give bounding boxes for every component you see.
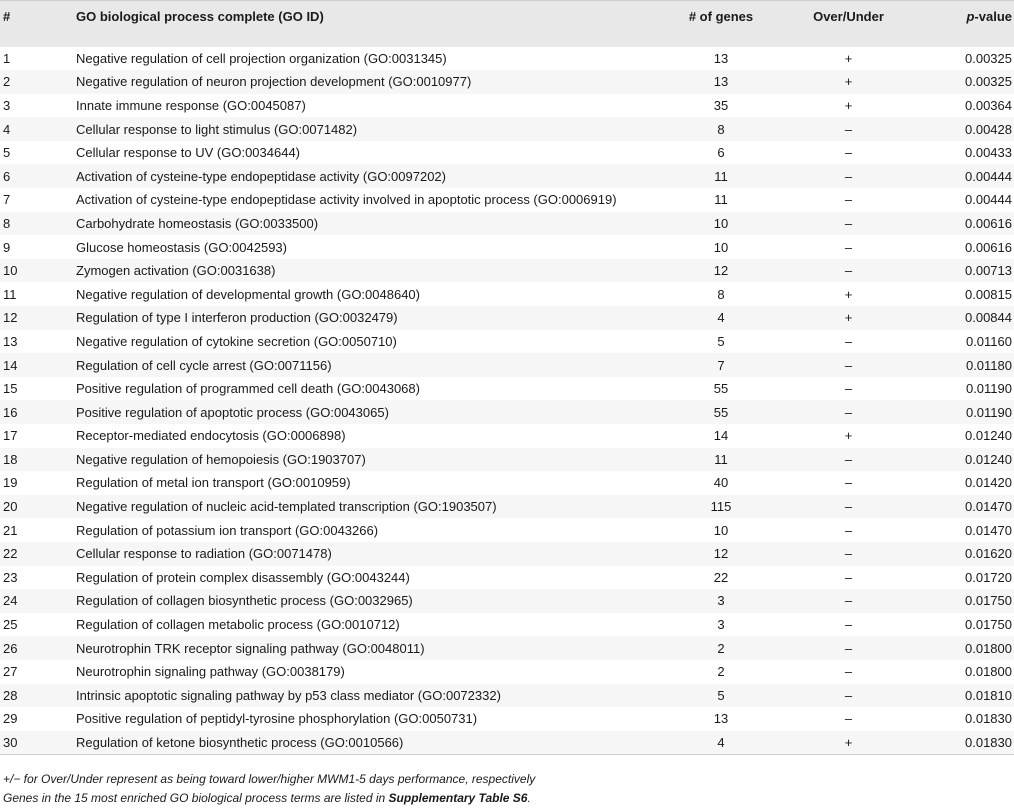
cell-go-term: Negative regulation of neuron projection development (GO:0010977) bbox=[76, 70, 666, 94]
cell-go-term: Innate immune response (GO:0045087) bbox=[76, 94, 666, 118]
header-p-italic: p bbox=[966, 9, 975, 24]
cell-over-under: – bbox=[776, 542, 921, 566]
cell-over-under: – bbox=[776, 518, 921, 542]
cell-gene-count: 10 bbox=[666, 235, 776, 259]
cell-gene-count: 13 bbox=[666, 47, 776, 71]
table-body bbox=[0, 47, 1014, 755]
cell-rank: 17 bbox=[0, 424, 76, 448]
cell-p-value: 0.01830 bbox=[921, 707, 1014, 731]
cell-gene-count: 7 bbox=[666, 353, 776, 377]
cell-p-value: 0.01180 bbox=[921, 353, 1014, 377]
cell-rank: 18 bbox=[0, 448, 76, 472]
cell-over-under: – bbox=[776, 707, 921, 731]
cell-go-term: Zymogen activation (GO:0031638) bbox=[76, 259, 666, 283]
cell-go-term: Regulation of metal ion transport (GO:0010959) bbox=[76, 471, 666, 495]
cell-gene-count: 2 bbox=[666, 636, 776, 660]
cell-gene-count: 13 bbox=[666, 707, 776, 731]
cell-over-under: + bbox=[776, 70, 921, 94]
cell-over-under: – bbox=[776, 613, 921, 637]
table-row bbox=[0, 589, 1014, 613]
cell-rank: 6 bbox=[0, 164, 76, 188]
cell-over-under: – bbox=[776, 471, 921, 495]
cell-gene-count: 2 bbox=[666, 660, 776, 684]
cell-go-term: Negative regulation of cytokine secretion (GO:0050710) bbox=[76, 330, 666, 354]
cell-p-value: 0.01420 bbox=[921, 471, 1014, 495]
cell-rank: 4 bbox=[0, 117, 76, 141]
table-row bbox=[0, 636, 1014, 660]
cell-p-value: 0.00616 bbox=[921, 235, 1014, 259]
cell-go-term: Cellular response to UV (GO:0034644) bbox=[76, 141, 666, 165]
footnote-supplementary-text: Genes in the 15 most enriched GO biological process terms are listed in bbox=[3, 790, 389, 805]
cell-p-value: 0.01750 bbox=[921, 613, 1014, 637]
cell-gene-count: 8 bbox=[666, 282, 776, 306]
cell-p-value: 0.00844 bbox=[921, 306, 1014, 330]
cell-p-value: 0.00364 bbox=[921, 94, 1014, 118]
cell-p-value: 0.00815 bbox=[921, 282, 1014, 306]
cell-gene-count: 55 bbox=[666, 400, 776, 424]
cell-go-term: Regulation of collagen metabolic process (GO:0010712) bbox=[76, 613, 666, 637]
cell-p-value: 0.01190 bbox=[921, 400, 1014, 424]
cell-p-value: 0.01470 bbox=[921, 518, 1014, 542]
table-row bbox=[0, 495, 1014, 519]
cell-gene-count: 5 bbox=[666, 330, 776, 354]
cell-go-term: Regulation of cell cycle arrest (GO:0071156) bbox=[76, 353, 666, 377]
cell-rank: 3 bbox=[0, 94, 76, 118]
cell-gene-count: 115 bbox=[666, 495, 776, 519]
cell-go-term: Neurotrophin signaling pathway (GO:0038179) bbox=[76, 660, 666, 684]
cell-gene-count: 10 bbox=[666, 212, 776, 236]
table-row bbox=[0, 141, 1014, 165]
cell-p-value: 0.00616 bbox=[921, 212, 1014, 236]
cell-over-under: – bbox=[776, 377, 921, 401]
cell-rank: 10 bbox=[0, 259, 76, 283]
cell-gene-count: 22 bbox=[666, 566, 776, 590]
cell-over-under: – bbox=[776, 330, 921, 354]
table-row bbox=[0, 566, 1014, 590]
cell-over-under: – bbox=[776, 448, 921, 472]
cell-over-under: – bbox=[776, 259, 921, 283]
cell-go-term: Regulation of collagen biosynthetic process (GO:0032965) bbox=[76, 589, 666, 613]
cell-p-value: 0.01240 bbox=[921, 448, 1014, 472]
cell-go-term: Activation of cysteine-type endopeptidase activity (GO:0097202) bbox=[76, 164, 666, 188]
cell-gene-count: 3 bbox=[666, 589, 776, 613]
cell-go-term: Carbohydrate homeostasis (GO:0033500) bbox=[76, 212, 666, 236]
table-row bbox=[0, 377, 1014, 401]
cell-rank: 21 bbox=[0, 518, 76, 542]
cell-rank: 7 bbox=[0, 188, 76, 212]
cell-p-value: 0.00428 bbox=[921, 117, 1014, 141]
cell-p-value: 0.01800 bbox=[921, 660, 1014, 684]
cell-go-term: Activation of cysteine-type endopeptidase activity involved in apoptotic process (GO:0006919) bbox=[76, 188, 666, 212]
cell-rank: 15 bbox=[0, 377, 76, 401]
cell-gene-count: 11 bbox=[666, 188, 776, 212]
table-header bbox=[0, 1, 1014, 47]
cell-go-term: Cellular response to light stimulus (GO:0071482) bbox=[76, 117, 666, 141]
table-row bbox=[0, 282, 1014, 306]
table-footnotes bbox=[0, 770, 1014, 808]
footnote-direction: +/− for Over/Under represent as being toward lower/higher MWM1-5 days performance, respectively bbox=[3, 771, 536, 786]
cell-gene-count: 8 bbox=[666, 117, 776, 141]
cell-over-under: – bbox=[776, 235, 921, 259]
cell-rank: 11 bbox=[0, 282, 76, 306]
cell-rank: 13 bbox=[0, 330, 76, 354]
table-row bbox=[0, 188, 1014, 212]
cell-go-term: Negative regulation of nucleic acid-templated transcription (GO:1903507) bbox=[76, 495, 666, 519]
table-row bbox=[0, 353, 1014, 377]
table-row bbox=[0, 70, 1014, 94]
cell-rank: 12 bbox=[0, 306, 76, 330]
cell-p-value: 0.01190 bbox=[921, 377, 1014, 401]
table-row bbox=[0, 448, 1014, 472]
cell-over-under: + bbox=[776, 306, 921, 330]
table-row bbox=[0, 613, 1014, 637]
table-row bbox=[0, 660, 1014, 684]
cell-p-value: 0.00444 bbox=[921, 188, 1014, 212]
cell-gene-count: 10 bbox=[666, 518, 776, 542]
cell-over-under: – bbox=[776, 117, 921, 141]
cell-go-term: Negative regulation of hemopoiesis (GO:1903707) bbox=[76, 448, 666, 472]
cell-rank: 25 bbox=[0, 613, 76, 637]
table-row bbox=[0, 707, 1014, 731]
cell-rank: 27 bbox=[0, 660, 76, 684]
header-rank: # bbox=[0, 1, 76, 47]
cell-over-under: + bbox=[776, 94, 921, 118]
cell-gene-count: 5 bbox=[666, 684, 776, 708]
cell-p-value: 0.00433 bbox=[921, 141, 1014, 165]
cell-gene-count: 40 bbox=[666, 471, 776, 495]
cell-go-term: Positive regulation of peptidyl-tyrosine phosphorylation (GO:0050731) bbox=[76, 707, 666, 731]
cell-rank: 29 bbox=[0, 707, 76, 731]
cell-rank: 5 bbox=[0, 141, 76, 165]
cell-over-under: – bbox=[776, 589, 921, 613]
table-row bbox=[0, 306, 1014, 330]
cell-p-value: 0.00325 bbox=[921, 70, 1014, 94]
cell-p-value: 0.00325 bbox=[921, 47, 1014, 71]
cell-go-term: Intrinsic apoptotic signaling pathway by p53 class mediator (GO:0072332) bbox=[76, 684, 666, 708]
cell-over-under: – bbox=[776, 566, 921, 590]
table-row bbox=[0, 542, 1014, 566]
cell-gene-count: 3 bbox=[666, 613, 776, 637]
cell-over-under: – bbox=[776, 212, 921, 236]
cell-rank: 1 bbox=[0, 47, 76, 71]
cell-p-value: 0.01810 bbox=[921, 684, 1014, 708]
footnote-supplementary bbox=[3, 789, 1014, 808]
cell-gene-count: 11 bbox=[666, 448, 776, 472]
cell-p-value: 0.00444 bbox=[921, 164, 1014, 188]
table-row bbox=[0, 94, 1014, 118]
footnote-period: . bbox=[527, 790, 531, 805]
table-row bbox=[0, 212, 1014, 236]
cell-over-under: + bbox=[776, 424, 921, 448]
cell-go-term: Regulation of potassium ion transport (GO:0043266) bbox=[76, 518, 666, 542]
header-p-value bbox=[921, 1, 1014, 47]
cell-gene-count: 6 bbox=[666, 141, 776, 165]
cell-rank: 28 bbox=[0, 684, 76, 708]
cell-over-under: – bbox=[776, 141, 921, 165]
table-row bbox=[0, 235, 1014, 259]
cell-over-under: – bbox=[776, 495, 921, 519]
cell-gene-count: 12 bbox=[666, 259, 776, 283]
cell-over-under: – bbox=[776, 660, 921, 684]
cell-p-value: 0.01720 bbox=[921, 566, 1014, 590]
cell-go-term: Negative regulation of cell projection organization (GO:0031345) bbox=[76, 47, 666, 71]
cell-rank: 9 bbox=[0, 235, 76, 259]
cell-go-term: Glucose homeostasis (GO:0042593) bbox=[76, 235, 666, 259]
table-row bbox=[0, 259, 1014, 283]
cell-p-value: 0.01240 bbox=[921, 424, 1014, 448]
cell-over-under: + bbox=[776, 282, 921, 306]
supplementary-table-reference: Supplementary Table S6 bbox=[388, 790, 528, 805]
cell-go-term: Positive regulation of programmed cell death (GO:0043068) bbox=[76, 377, 666, 401]
cell-rank: 26 bbox=[0, 636, 76, 660]
cell-rank: 19 bbox=[0, 471, 76, 495]
cell-go-term: Regulation of type I interferon production (GO:0032479) bbox=[76, 306, 666, 330]
cell-rank: 24 bbox=[0, 589, 76, 613]
table-row bbox=[0, 400, 1014, 424]
table-row bbox=[0, 471, 1014, 495]
cell-gene-count: 13 bbox=[666, 70, 776, 94]
cell-go-term: Receptor-mediated endocytosis (GO:0006898) bbox=[76, 424, 666, 448]
cell-rank: 8 bbox=[0, 212, 76, 236]
table-row bbox=[0, 164, 1014, 188]
cell-rank: 30 bbox=[0, 731, 76, 755]
cell-gene-count: 55 bbox=[666, 377, 776, 401]
cell-rank: 23 bbox=[0, 566, 76, 590]
header-row bbox=[0, 1, 1014, 47]
cell-over-under: + bbox=[776, 47, 921, 71]
cell-over-under: – bbox=[776, 188, 921, 212]
cell-gene-count: 35 bbox=[666, 94, 776, 118]
table-row bbox=[0, 424, 1014, 448]
table-row bbox=[0, 731, 1014, 755]
header-gene-count: # of genes bbox=[666, 1, 776, 47]
cell-p-value: 0.01470 bbox=[921, 495, 1014, 519]
cell-go-term: Cellular response to radiation (GO:0071478) bbox=[76, 542, 666, 566]
cell-over-under: + bbox=[776, 731, 921, 755]
cell-over-under: – bbox=[776, 400, 921, 424]
cell-p-value: 0.01830 bbox=[921, 731, 1014, 755]
cell-go-term: Regulation of protein complex disassembly (GO:0043244) bbox=[76, 566, 666, 590]
table-row bbox=[0, 518, 1014, 542]
cell-over-under: – bbox=[776, 684, 921, 708]
cell-over-under: – bbox=[776, 636, 921, 660]
header-p-rest: -value bbox=[974, 9, 1012, 24]
cell-gene-count: 4 bbox=[666, 731, 776, 755]
cell-p-value: 0.01620 bbox=[921, 542, 1014, 566]
cell-over-under: – bbox=[776, 164, 921, 188]
cell-rank: 22 bbox=[0, 542, 76, 566]
cell-p-value: 0.01750 bbox=[921, 589, 1014, 613]
cell-gene-count: 11 bbox=[666, 164, 776, 188]
cell-go-term: Negative regulation of developmental growth (GO:0048640) bbox=[76, 282, 666, 306]
table-row bbox=[0, 684, 1014, 708]
header-go-term: GO biological process complete (GO ID) bbox=[76, 1, 666, 47]
cell-p-value: 0.00713 bbox=[921, 259, 1014, 283]
cell-rank: 20 bbox=[0, 495, 76, 519]
cell-rank: 16 bbox=[0, 400, 76, 424]
cell-go-term: Regulation of ketone biosynthetic process (GO:0010566) bbox=[76, 731, 666, 755]
cell-p-value: 0.01800 bbox=[921, 636, 1014, 660]
cell-go-term: Positive regulation of apoptotic process (GO:0043065) bbox=[76, 400, 666, 424]
cell-gene-count: 4 bbox=[666, 306, 776, 330]
cell-gene-count: 12 bbox=[666, 542, 776, 566]
cell-rank: 14 bbox=[0, 353, 76, 377]
header-over-under: Over/Under bbox=[776, 1, 921, 47]
cell-rank: 2 bbox=[0, 70, 76, 94]
table-row bbox=[0, 330, 1014, 354]
table-row bbox=[0, 47, 1014, 71]
cell-go-term: Neurotrophin TRK receptor signaling pathway (GO:0048011) bbox=[76, 636, 666, 660]
table-row bbox=[0, 117, 1014, 141]
cell-over-under: – bbox=[776, 353, 921, 377]
cell-p-value: 0.01160 bbox=[921, 330, 1014, 354]
cell-gene-count: 14 bbox=[666, 424, 776, 448]
